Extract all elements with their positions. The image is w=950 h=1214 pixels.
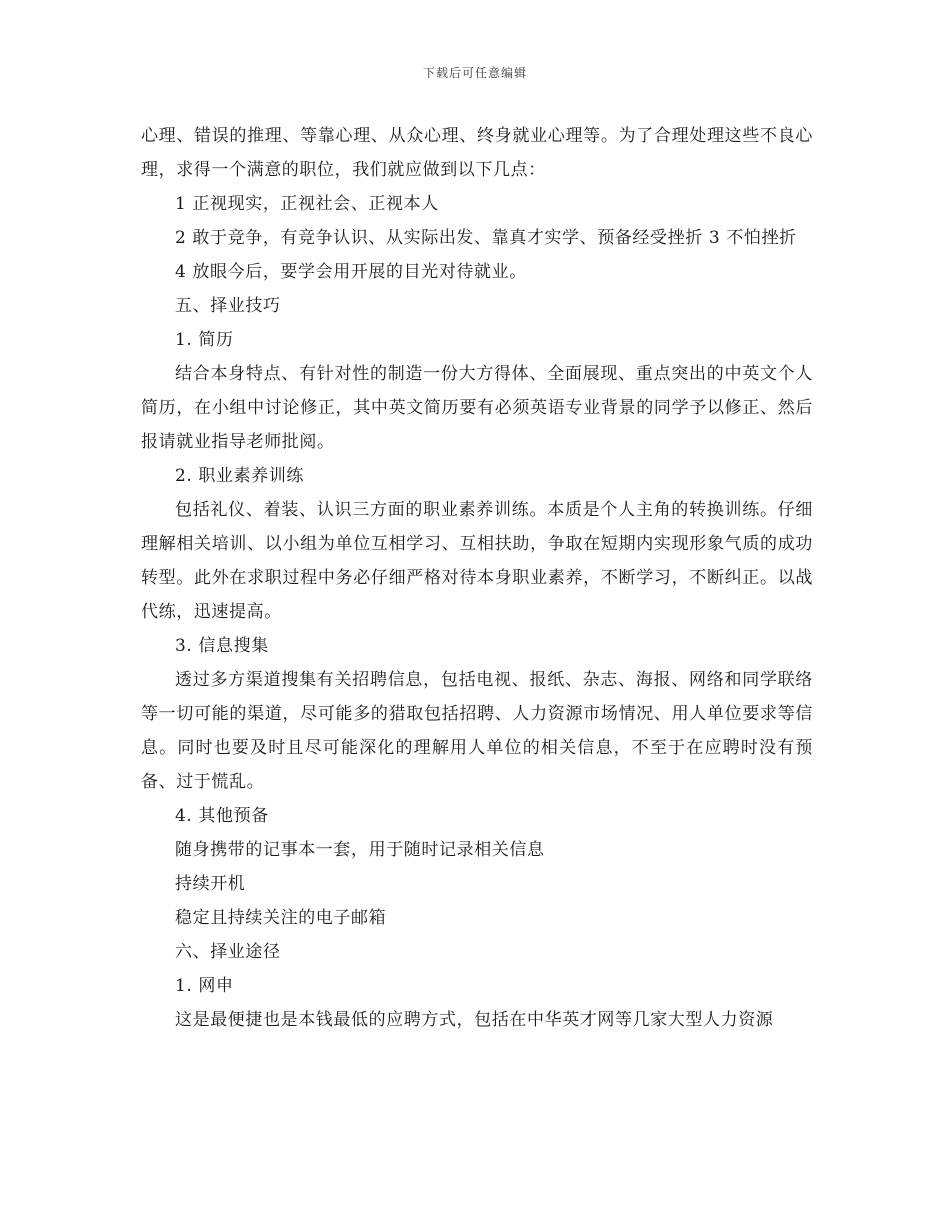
paragraph: 结合本身特点、有针对性的制造一份大方得体、全面展现、重点突出的中英文个人简历，在小组中讨论修正，其中英文简历要有必须英语专业背景的同学予以修正、然后报请就业指导老师批阅。 (141, 364, 813, 452)
subsection-heading: 3. 信息搜集 (175, 636, 269, 656)
paragraph: 心理、错误的推理、等靠心理、从众心理、终身就业心理等。为了合理处理这些不良心理，求得一个满意的职位，我们就应做到以下几点： (141, 126, 813, 180)
page-header-note: 下载后可任意编辑 (422, 66, 527, 80)
list-item: 2 敢于竞争，有竞争认识、从实际出发、靠真才实学、预备经受挫折 3 不怕挫折 (175, 228, 797, 248)
list-item: 持续开机 (175, 874, 246, 894)
list-item: 随身携带的记事本一套，用于随时记录相关信息 (175, 840, 545, 860)
subsection-heading: 4. 其他预备 (175, 806, 269, 826)
paragraph: 透过多方渠道搜集有关招聘信息，包括电视、报纸、杂志、海报、网络和同学联络等一切可能的渠道，尽可能多的猎取包括招聘、人力资源市场情况、用人单位要求等信息。同时也要及时且尽可能深化的理解用人单位的相关信息，不至于在应聘时没有预备、过于慌乱。 (141, 670, 813, 792)
subsection-heading: 2. 职业素养训练 (175, 466, 305, 486)
list-item: 1 正视现实，正视社会、正视本人 (175, 194, 439, 214)
subsection-heading: 1. 简历 (175, 330, 234, 350)
document-body (141, 119, 813, 1037)
paragraph: 这是最便捷也是本钱最低的应聘方式，包括在中华英才网等几家大型人力资源 (175, 1010, 774, 1030)
paragraph: 包括礼仪、着装、认识三方面的职业素养训练。本质是个人主角的转换训练。仔细理解相关培训、以小组为单位互相学习、互相扶助，争取在短期内实现形象气质的成功转型。此外在求职过程中务必仔细严格对待本身职业素养，不断学习，不断纠正。以战代练，迅速提高。 (141, 500, 813, 622)
list-item: 4 放眼今后，要学会用开展的目光对待就业。 (175, 262, 527, 282)
list-item: 稳定且持续关注的电子邮箱 (175, 908, 387, 928)
subsection-heading: 1. 网申 (175, 976, 234, 996)
section-heading: 六、择业途径 (175, 942, 281, 962)
section-heading: 五、择业技巧 (175, 296, 281, 316)
